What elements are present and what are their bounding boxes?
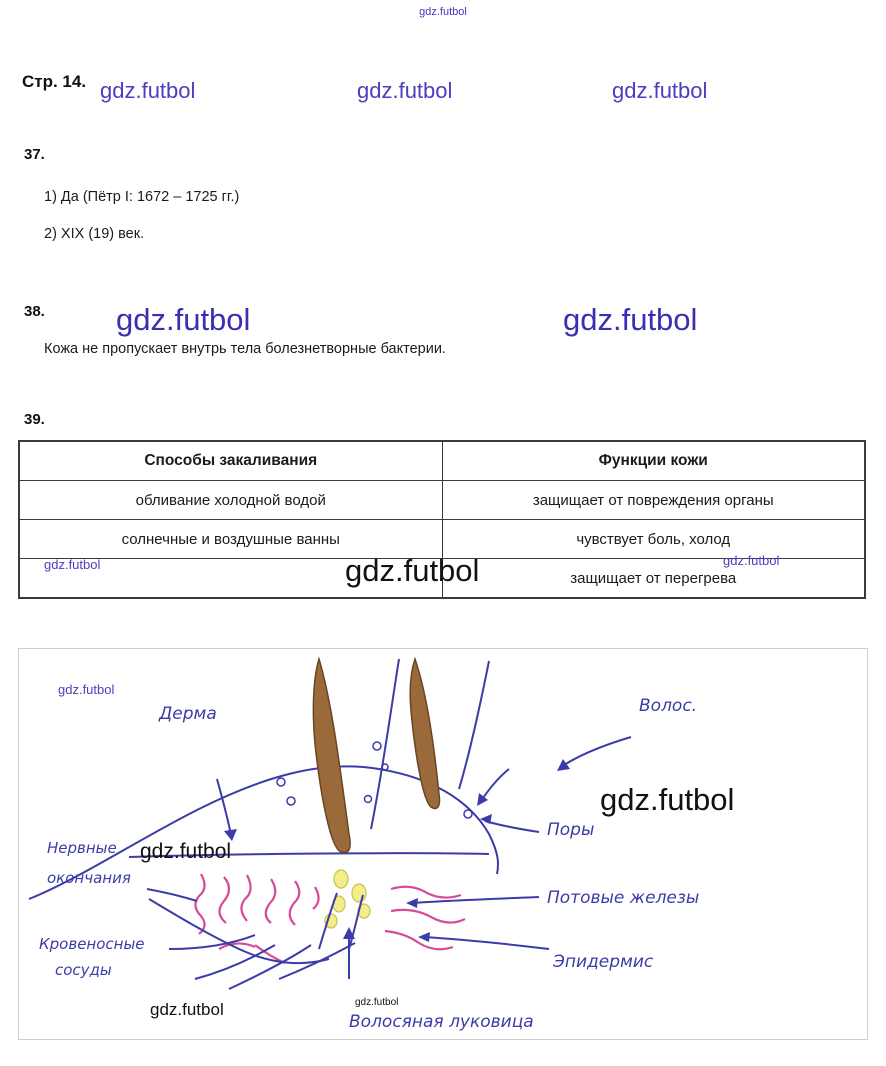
table-cell-method-3 [20, 559, 443, 598]
table-cell-method-1: обливание холодной водой [20, 481, 443, 520]
watermark-draw-5: gdz.futbol [355, 997, 399, 1008]
task-number-38: 38. [24, 303, 45, 320]
label-volos: Волос. [639, 696, 698, 716]
table-cell-function-3: защищает от перегрева [442, 559, 865, 598]
answers-table [18, 440, 866, 599]
watermark-draw-2: gdz.futbol [600, 782, 735, 817]
table-row [20, 520, 865, 559]
label-sosudy: сосуды [55, 961, 112, 979]
watermark-row1-3: gdz.futbol [612, 78, 708, 103]
label-epidermis: Эпидермис [553, 952, 654, 972]
task-number-39: 39. [24, 411, 45, 428]
watermark-table-1: gdz.futbol [44, 557, 101, 572]
table-row [20, 481, 865, 520]
watermark-big-2: gdz.futbol [563, 302, 698, 337]
task-37-line-2: 2) XIX (19) век. [44, 226, 145, 242]
label-derma: Дерма [159, 704, 217, 724]
table-cell-method-2: солнечные и воздушные ванны [20, 520, 443, 559]
table-header-functions: Функции кожи [442, 442, 865, 481]
table-cell-function-1: защищает от повреждения органы [442, 481, 865, 520]
watermark-draw-3: gdz.futbol [140, 840, 232, 863]
watermark-row1-1: gdz.futbol [100, 78, 196, 103]
watermark-draw-4: gdz.futbol [150, 1000, 224, 1019]
task-37-line-1: 1) Да (Пётр I: 1672 – 1725 гг.) [44, 189, 240, 205]
label-potovye-zhelezy: Потовые железы [547, 888, 700, 908]
watermark-row1-2: gdz.futbol [357, 78, 453, 103]
skin-diagram [18, 648, 868, 1040]
page-title: Стр. 14. [22, 72, 87, 91]
watermark-table-3: gdz.futbol [723, 553, 780, 568]
label-pory: Поры [547, 820, 595, 840]
watermark-table-2: gdz.futbol [345, 553, 480, 588]
watermark-big-1: gdz.futbol [116, 302, 251, 337]
label-okonchaniya: окончания [47, 869, 131, 887]
task-38-line-1: Кожа не пропускает внутрь тела болезнетворные бактерии. [44, 341, 446, 357]
label-krovenosnye: Кровеносные [39, 935, 145, 953]
watermark-draw-1: gdz.futbol [58, 682, 115, 697]
table-header-row [20, 442, 865, 481]
watermark-top: gdz.futbol [419, 6, 467, 18]
label-volosyanaya-lukovitsa: Волосяная луковица [349, 1012, 534, 1032]
table-cell-function-2: чувствует боль, холод [442, 520, 865, 559]
task-number-37: 37. [24, 146, 45, 163]
label-nervnye: Нервные [47, 839, 117, 857]
table-header-methods: Способы закаливания [20, 442, 443, 481]
table-row [20, 559, 865, 598]
